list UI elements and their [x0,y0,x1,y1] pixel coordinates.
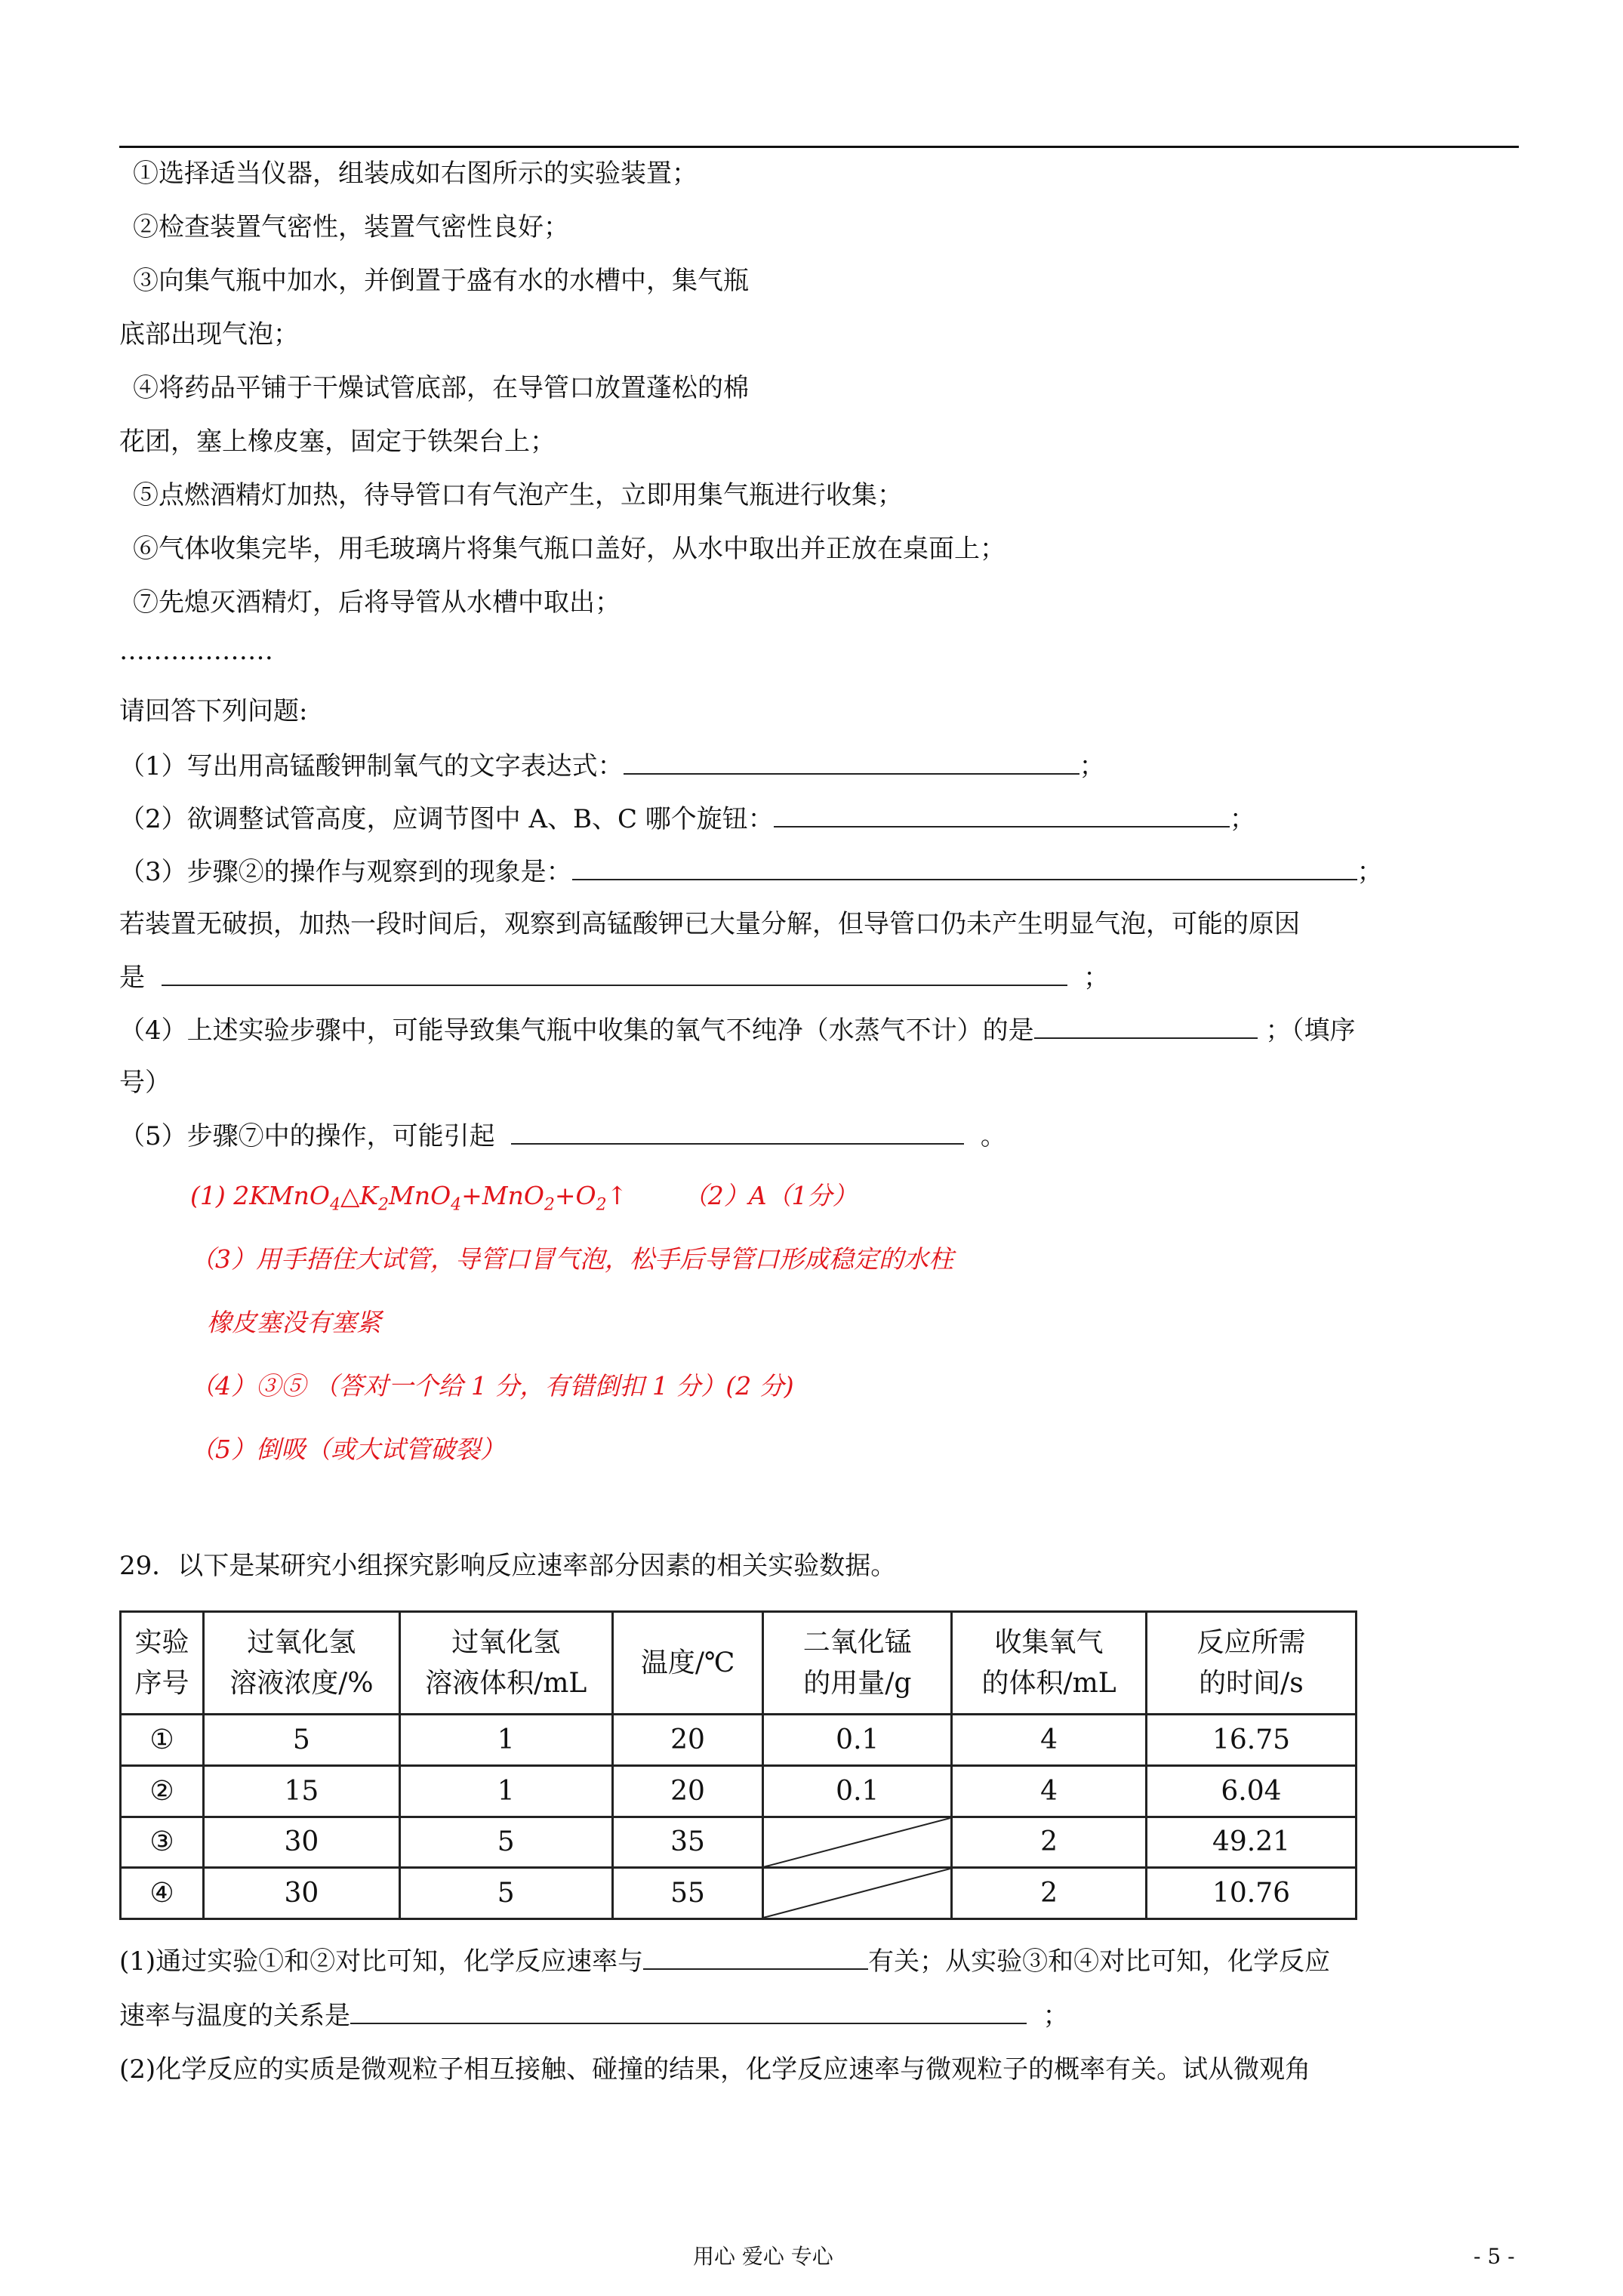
step-3: ③向集气瓶中加水，并倒置于盛有水的水槽中，集气瓶 [133,266,749,296]
answer-1-sub: 2 [378,1195,390,1215]
question-3-reason-end: ； [1083,963,1110,993]
cell-id: ② [121,1765,204,1817]
question-29-2: (2)化学反应的实质是微观粒子相互接触、碰撞的结果，化学反应速率与微观粒子的概率有关。试从微观角 [119,2054,1311,2085]
experiment-data-table [119,1610,1357,1920]
answer-3b: 橡皮塞没有塞紧 [207,1308,381,1337]
question-4-text: （4）上述实验步骤中，可能导致集气瓶中收集的氧气不纯净（水蒸气不计）的是 [119,1015,1034,1046]
cell-time: 6.04 [1146,1765,1356,1817]
header-line: 二氧化锰 [802,1626,912,1658]
cell-o2-volume: 2 [952,1817,1147,1868]
cell-time: 16.75 [1146,1715,1356,1766]
header-cell [763,1612,952,1715]
question-3 [119,856,1383,887]
header-cell [1146,1612,1356,1715]
table-row [121,1715,1357,1766]
question-1-text: （1）写出用高锰酸钾制氧气的文字表达式： [119,751,624,781]
cell-temperature: 20 [612,1765,763,1817]
cell-o2-volume: 4 [952,1765,1147,1817]
question-4-cont: 号） [119,1068,171,1098]
question-1 [119,750,1105,781]
cell-o2-volume: 2 [952,1868,1147,1919]
cell-mno2-empty [763,1868,952,1919]
diagonal-slash [764,1818,950,1867]
cell-time: 49.21 [1146,1817,1356,1868]
answer-2: （2）A（1分） [682,1181,858,1210]
cell-id: ④ [121,1868,204,1919]
answer-1-product-a: K [359,1181,379,1210]
step-4: ④将药品平铺于干燥试管底部，在导管口放置蓬松的棉 [133,373,749,403]
footer-slogan: 用心 爱心 专心 [693,2244,833,2269]
answer-blank-5[interactable] [511,1120,964,1145]
question-5-end: 。 [980,1121,1006,1151]
header-line: 收集氧气 [994,1626,1104,1658]
answer-1-sub: 4 [329,1195,340,1215]
header-line: 过氧化氢 [247,1626,356,1658]
cell-concentration: 5 [203,1715,399,1766]
step-7: ⑦先熄灭酒精灯，后将导管从水槽中取出； [133,587,621,618]
question-29-1-cont [119,2000,1069,2031]
header-line: 的时间/s [1199,1667,1304,1699]
question-29-1-end: 有关；从实验③和④对比可知，化学反应 [868,1946,1331,1977]
table-row [121,1868,1357,1919]
question-prompt: 请回答下列问题: [119,696,308,726]
question-29-1-text: (1)通过实验①和②对比可知，化学反应速率与 [119,1946,644,1977]
header-line: 序号 [134,1667,189,1699]
question-5-text: （5）步骤⑦中的操作，可能引起 [119,1121,495,1151]
question-2-end: ； [1229,804,1255,834]
cell-id: ① [121,1715,204,1766]
header-line: 温度/℃ [640,1647,735,1678]
answer-blank-3[interactable] [572,856,1357,880]
cell-id: ③ [121,1817,204,1868]
question-3-text: （3）步骤②的操作与观察到的现象是： [119,857,572,887]
question-3-cont: 若装置无破损，加热一段时间后，观察到高锰酸钾已大量分解，但导管口仍未产生明显气泡，可能的原因 [119,909,1300,939]
cell-concentration: 30 [203,1868,399,1919]
question-3-end: ； [1357,857,1383,887]
answer-1-product-c: +O [554,1181,596,1210]
step-6: ⑥气体收集完毕，用毛玻璃片将集气瓶口盖好，从水中取出并正放在桌面上； [133,534,1006,564]
header-cell [612,1612,763,1715]
step-1: ①选择适当仪器，组装成如右图所示的实验装置； [133,159,698,189]
cell-mno2: 0.1 [763,1765,952,1817]
answer-1-product-b: +MnO [461,1181,544,1210]
answer-blank-1[interactable] [624,750,1079,775]
cell-temperature: 55 [612,1868,763,1919]
answer-3: （3）用手捂住大试管，导管口冒气泡，松手后导管口形成稳定的水柱 [190,1244,953,1274]
answer-blank-29-1[interactable] [643,1946,868,1970]
cell-mno2-empty [763,1817,952,1868]
cell-mno2: 0.1 [763,1715,952,1766]
answer-1-sub: 4 [451,1195,462,1215]
cell-temperature: 35 [612,1817,763,1868]
page-number: - 5 - [1474,2244,1515,2269]
question-5 [119,1120,1006,1151]
header-cell [121,1612,204,1715]
cell-volume: 1 [399,1715,612,1766]
answer-blank-3b[interactable] [162,962,1067,986]
cell-volume: 1 [399,1765,612,1817]
question-29-1-cont-text: 速率与温度的关系是 [119,2001,350,2031]
question-2 [119,803,1255,834]
ellipsis: ……………… [119,636,273,666]
diagonal-slash [764,1869,950,1918]
step-4-cont: 花团，塞上橡皮塞，固定于铁架台上； [119,427,556,457]
step-5: ⑤点燃酒精灯加热，待导管口有气泡产生，立即用集气瓶进行收集； [133,480,903,510]
cell-time: 10.76 [1146,1868,1356,1919]
header-line: 反应所需 [1196,1626,1306,1658]
question-3-reason [119,962,1109,993]
header-line: 的体积/mL [981,1667,1116,1699]
answer-blank-4[interactable] [1034,1015,1258,1039]
question-1-end: ； [1079,751,1105,781]
heat-symbol: △ [340,1181,360,1210]
question-29-1-cont-end: ； [1042,2001,1069,2031]
question-2-text: （2）欲调整试管高度，应调节图中 A、B、C 哪个旋钮： [119,804,774,834]
question-4 [119,1015,1355,1046]
question-29-title: 29．以下是某研究小组探究影响反应速率部分因素的相关实验数据。 [119,1551,897,1581]
cell-volume: 5 [399,1868,612,1919]
answer-blank-2[interactable] [774,803,1230,827]
answer-1-reactant: (1) 2KMnO [190,1181,330,1210]
answer-blank-29-1b[interactable] [350,2000,1027,2024]
step-2: ②检查装置气密性，装置气密性良好； [133,212,569,242]
answer-4: （4）③⑤ （答对一个给 1 分，有错倒扣 1 分）(2 分) [190,1371,794,1401]
table-row [121,1765,1357,1817]
answer-1-equation [190,1181,858,1221]
step-3-cont: 底部出现气泡； [119,319,299,350]
answer-1-sub: 2 [544,1195,555,1215]
question-4-end: ；（填序 [1265,1015,1356,1046]
header-cell [203,1612,399,1715]
header-line: 的用量/g [803,1667,912,1699]
header-cell [399,1612,612,1715]
table-header-row [121,1612,1357,1715]
cell-concentration: 15 [203,1765,399,1817]
cell-temperature: 20 [612,1715,763,1766]
header-line: 过氧化氢 [451,1626,561,1658]
answer-1-product-a2: MnO [389,1181,451,1210]
header-line: 实验 [134,1626,189,1658]
question-3-reason-text: 是 [119,963,145,993]
table-row [121,1817,1357,1868]
answer-1-sub: 2 [596,1195,607,1215]
cell-volume: 5 [399,1817,612,1868]
question-29-1 [119,1946,1330,1977]
gas-arrow: ↑ [606,1181,628,1210]
header-line: 溶液浓度/% [229,1667,374,1699]
header-cell [952,1612,1147,1715]
header-rule [119,146,1519,148]
header-line: 溶液体积/mL [425,1667,587,1699]
cell-o2-volume: 4 [952,1715,1147,1766]
cell-concentration: 30 [203,1817,399,1868]
answer-5: （5）倒吸（或大试管破裂） [190,1435,505,1464]
